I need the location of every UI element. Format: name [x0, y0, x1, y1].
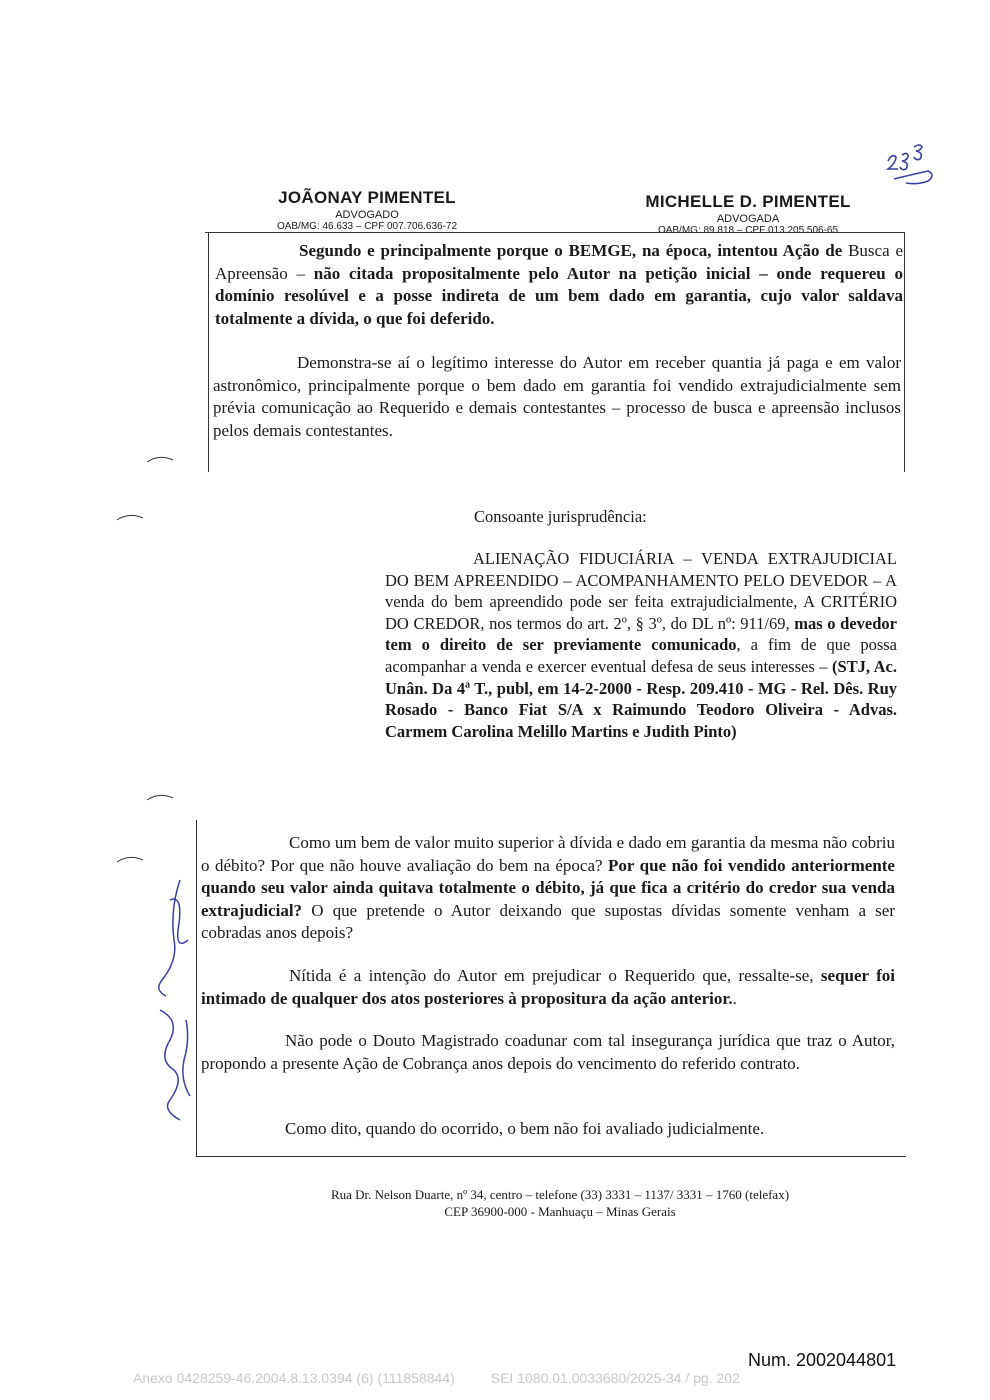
quote-heading: ALIENAÇÃO FIDUCIÁRIA – VENDA EXTRAJUDICIAL DO BEM APREENDIDO – ACOMPANHAMENTO PELO DEVEDOR –: [385, 549, 897, 590]
jurisprudence-quote: [385, 548, 897, 742]
letterhead-right: [628, 192, 868, 236]
p4-text-c: O que pretende o Autor deixando que supostas dívidas somente venham a ser cobradas anos depois?: [201, 900, 895, 942]
lawyer-name-right: MICHELLE D. PIMENTEL: [645, 192, 851, 211]
paragraph-bemge: [215, 240, 903, 330]
punch-mark-4: [115, 852, 145, 866]
lawyer-oab-right: OAB/MG: 89.818 – CPF 013.205.506-65: [657, 225, 839, 236]
frame-bottom-line: [196, 1156, 906, 1157]
p4-bold-b: Por que não foi vendido anteriormente quando seu valor ainda quitava totalmente o débito, já que fica a critério do credor sua venda extrajudicial?: [201, 855, 895, 920]
punch-mark-3: [145, 790, 175, 804]
handwritten-page-mark: [880, 135, 940, 195]
stamp-sei: SEI 1080.01.0033680/2025-34 / pg. 202: [490, 1370, 740, 1386]
stamp-annex: Anexo 0428259-46.2004.8.13.0394 (6) (111858844): [133, 1370, 455, 1386]
paragraph-magistrado: Não pode o Douto Magistrado coadunar com tal insegurança jurídica que traz o Autor, propondo a presente Ação de Cobrança anos depois do vencimento do referido contrato.: [201, 1031, 895, 1073]
paragraph-questions: [201, 832, 895, 945]
watermark-stamp: [133, 1370, 913, 1386]
p1-text-a: Busca e Apreensão –: [215, 241, 903, 283]
frame-top-line: [205, 232, 905, 233]
document-number: Num. 2002044801: [748, 1350, 897, 1370]
frame-right-line: [904, 232, 905, 472]
lawyer-name-left: JOÃONAY PIMENTEL: [278, 188, 456, 207]
quote-text-d: , a fim de que possa acompanhar a venda e exercer eventual defesa de seus interesses –: [385, 635, 897, 676]
p4-text-a: Como um bem de valor muito superior à dívida e dado em garantia da mesma não cobriu o débito? Por que não houve avaliação do bem na época?: [201, 833, 895, 875]
letterhead-left: [262, 188, 472, 232]
paragraph-intencao: [201, 965, 895, 1010]
p1-bold-b: não citada propositalmente pelo Autor na petição inicial: [313, 263, 751, 283]
footer-cep: CEP 36900-000 - Manhuaçu – Minas Gerais: [444, 1204, 676, 1219]
page-footer: [240, 1186, 880, 1220]
p1-bold-c: – onde requereu o domínio resolúvel e a posse indireta de um bem dado em garantia, cujo valor saldava totalmente a dívida, o que foi deferido.: [215, 263, 903, 328]
quote-bold-c: mas o devedor tem o direito de ser previamente comunicado: [385, 613, 897, 655]
punch-mark-1: [145, 452, 175, 466]
paragraph-legitimo-interesse: Demonstra-se aí o legítimo interesse do Autor em receber quantia já paga e em valor astronômico, principalmente porque o bem dado em garantia foi vendido extrajudicialmente sem prévia comunicação ao Requerido e demais contestantes – processo de busca e apreensão inclusos pelos demais contestantes.: [213, 353, 901, 440]
p5-text-c: .: [732, 988, 737, 1008]
p5-text-a: Nítida é a intenção do Autor em prejudicar o Requerido que, ressalte-se,: [289, 966, 821, 985]
p1-bold-a: Segundo e principalmente porque o BEMGE, na época, intentou Ação de: [299, 241, 843, 260]
paragraph-como-dito: Como dito, quando do ocorrido, o bem não foi avaliado judicialmente.: [285, 1119, 765, 1138]
paragraph-consoante: Consoante jurisprudência:: [474, 507, 647, 526]
frame-left-line-upper: [208, 232, 209, 472]
p5-bold-b: sequer foi intimado de qualquer dos atos posteriores à propositura da ação anterior.: [201, 966, 895, 1008]
quote-citation: (STJ, Ac. Unân. Da 4ª T., publ, em 14-2-2000 - Resp. 209.410 - MG - Rel. Dês. Ruy Rosado - Banco Fiat S/A x Raimundo Teodoro Oliveira - Advas. Carmem Carolina Melillo Martins e Judith Pinto): [385, 656, 897, 741]
lawyer-role-right: ADVOGADA: [716, 213, 780, 225]
margin-signature: [140, 870, 210, 1130]
footer-address: Rua Dr. Nelson Duarte, nº 34, centro – telefone (33) 3331 – 1137/ 3331 – 1760 (telefax): [330, 1187, 790, 1202]
lawyer-oab-left: OAB/MG: 46.633 – CPF 007.706.636-72: [276, 221, 458, 232]
lawyer-role-left: ADVOGADO: [335, 209, 399, 221]
punch-mark-2: [115, 510, 145, 524]
quote-text-b: A venda do bem apreendido pode ser feita extrajudicialmente, A CRITÉRIO DO CREDOR, nos termos do art. 2º, § 3º, do DL nº: 911/69,: [385, 570, 897, 633]
